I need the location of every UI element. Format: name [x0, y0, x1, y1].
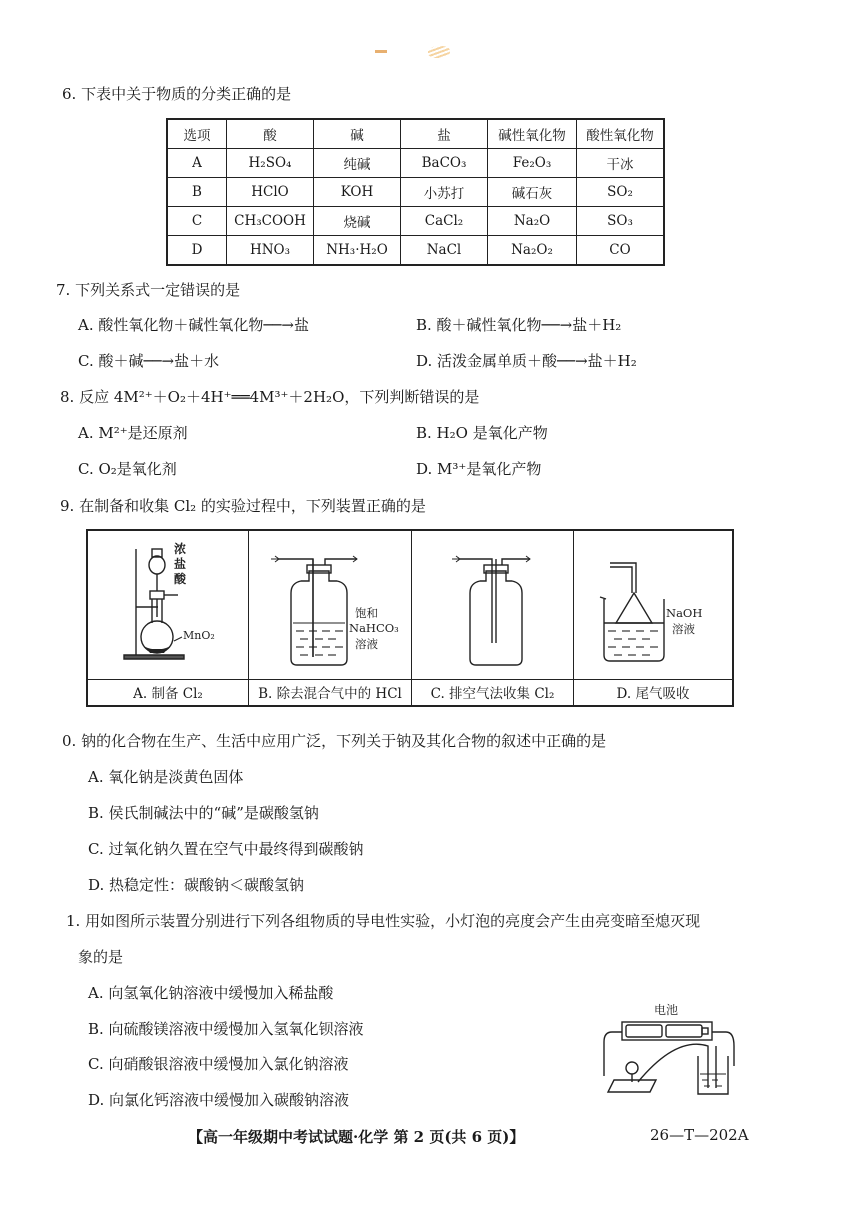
table-header-row [167, 119, 664, 149]
table-cell: HNO₃ [227, 236, 314, 266]
wash-bottle-icon [249, 531, 412, 679]
table-row [167, 207, 664, 236]
question-11-stem-cont: 象的是 [78, 948, 124, 966]
table-cell: 烧碱 [314, 207, 401, 236]
classification-table [166, 118, 665, 266]
question-8-stem: 8. 反应 4M²⁺＋O₂＋4H⁺══4M³⁺＋2H₂O，下列判断错误的是 [60, 388, 480, 406]
table-cell: H₂SO₄ [227, 149, 314, 178]
table-cell: NH₃·H₂O [314, 236, 401, 266]
table-cell: A [167, 149, 227, 178]
chlorine-generator-icon [88, 531, 249, 679]
table-header: 盐 [401, 119, 488, 149]
tail-gas-absorption-icon [574, 531, 732, 679]
caption-b: B. 除去混合气中的 HCl [249, 679, 412, 707]
q11-option-b: B. 向硫酸镁溶液中缓慢加入氢氧化钡溶液 [88, 1020, 364, 1038]
q7-option-c: C. 酸＋碱──→盐＋水 [78, 352, 220, 370]
question-7-stem: 7. 下列关系式一定错误的是 [56, 281, 241, 299]
scan-smudge [375, 50, 387, 53]
table-cell: D [167, 236, 227, 266]
q11-option-d: D. 向氯化钙溶液中缓慢加入碳酸钠溶液 [88, 1091, 350, 1109]
q8-option-b: B. H₂O 是氧化产物 [416, 424, 548, 442]
exam-code: 26—T—202A [650, 1126, 749, 1144]
table-cell: B [167, 178, 227, 207]
label-nahco3: NaHCO₃ [349, 621, 399, 635]
q8-option-c: C. O₂是氧化剂 [78, 460, 177, 478]
label-naoh-solution: 溶液 [672, 622, 695, 636]
table-cell: 碱石灰 [488, 178, 577, 207]
table-cell: 干冰 [577, 149, 665, 178]
table-cell: 小苏打 [401, 178, 488, 207]
label-concentrated: 浓 [174, 542, 187, 556]
q8-option-a: A. M²⁺是还原剂 [78, 424, 188, 442]
q7-option-a: A. 酸性氧化物＋碱性氧化物──→盐 [78, 316, 309, 334]
page-footer-title: 【高一年级期中考试试题·化学 第 2 页(共 6 页)】 [188, 1128, 525, 1146]
table-row [167, 178, 664, 207]
q10-option-d: D. 热稳定性：碳酸钠＜碳酸氢钠 [88, 876, 305, 894]
label-solution: 溶液 [355, 637, 378, 651]
apparatus-a [88, 531, 249, 679]
caption-a: A. 制备 Cl₂ [88, 679, 249, 707]
table-header: 酸 [227, 119, 314, 149]
table-cell: 纯碱 [314, 149, 401, 178]
label-saturated: 饱和 [355, 606, 378, 620]
question-10-stem: 0. 钠的化合物在生产、生活中应用广泛，下列关于钠及其化合物的叙述中正确的是 [62, 732, 607, 750]
battery-label: 电池 [654, 1003, 679, 1017]
q10-option-a: A. 氧化钠是淡黄色固体 [88, 768, 244, 786]
apparatus-d [574, 531, 732, 679]
gas-collection-bottle-icon [412, 531, 574, 679]
label-naoh: NaOH [666, 606, 703, 620]
table-header: 碱 [314, 119, 401, 149]
q11-option-c: C. 向硝酸银溶液中缓慢加入氯化钠溶液 [88, 1055, 349, 1073]
q8-option-d: D. M³⁺是氧化产物 [416, 460, 542, 478]
table-header: 酸性氧化物 [577, 119, 665, 149]
table-cell: Na₂O [488, 207, 577, 236]
q7-option-b: B. 酸＋碱性氧化物──→盐＋H₂ [416, 316, 622, 334]
table-cell: CO [577, 236, 665, 266]
q10-option-c: C. 过氧化钠久置在空气中最终得到碳酸钠 [88, 840, 364, 858]
caption-c: C. 排空气法收集 Cl₂ [412, 679, 574, 707]
conductivity-circuit-icon [596, 996, 756, 1096]
table-cell: KOH [314, 178, 401, 207]
label-acid: 酸 [174, 572, 187, 586]
table-row [167, 149, 664, 178]
table-cell: Na₂O₂ [488, 236, 577, 266]
table-cell: CH₃COOH [227, 207, 314, 236]
table-cell: NaCl [401, 236, 488, 266]
question-9-stem: 9. 在制备和收集 Cl₂ 的实验过程中，下列装置正确的是 [60, 497, 426, 515]
label-hydrochloric: 盐 [174, 557, 187, 571]
table-row [167, 236, 664, 266]
table-cell: Fe₂O₃ [488, 149, 577, 178]
scan-smudge [428, 46, 450, 58]
q11-option-a: A. 向氢氧化钠溶液中缓慢加入稀盐酸 [88, 984, 334, 1002]
question-11-stem: 1. 用如图所示装置分别进行下列各组物质的导电性实验，小灯泡的亮度会产生由亮变暗至熄灭现 [66, 912, 701, 930]
table-header: 选项 [167, 119, 227, 149]
table-cell: HClO [227, 178, 314, 207]
question-6-stem: 6. 下表中关于物质的分类正确的是 [62, 85, 292, 103]
table-cell: C [167, 207, 227, 236]
caption-d: D. 尾气吸收 [574, 679, 732, 707]
q10-option-b: B. 侯氏制碱法中的“碱”是碳酸氢钠 [88, 804, 319, 822]
q7-option-d: D. 活泼金属单质＋酸──→盐＋H₂ [416, 352, 637, 370]
label-mno2: MnO₂ [183, 629, 215, 642]
table-cell: SO₂ [577, 178, 665, 207]
table-cell: CaCl₂ [401, 207, 488, 236]
table-cell: SO₃ [577, 207, 665, 236]
apparatus-table [86, 529, 734, 707]
apparatus-b [249, 531, 412, 679]
apparatus-c [412, 531, 574, 679]
table-cell: BaCO₃ [401, 149, 488, 178]
table-header: 碱性氧化物 [488, 119, 577, 149]
